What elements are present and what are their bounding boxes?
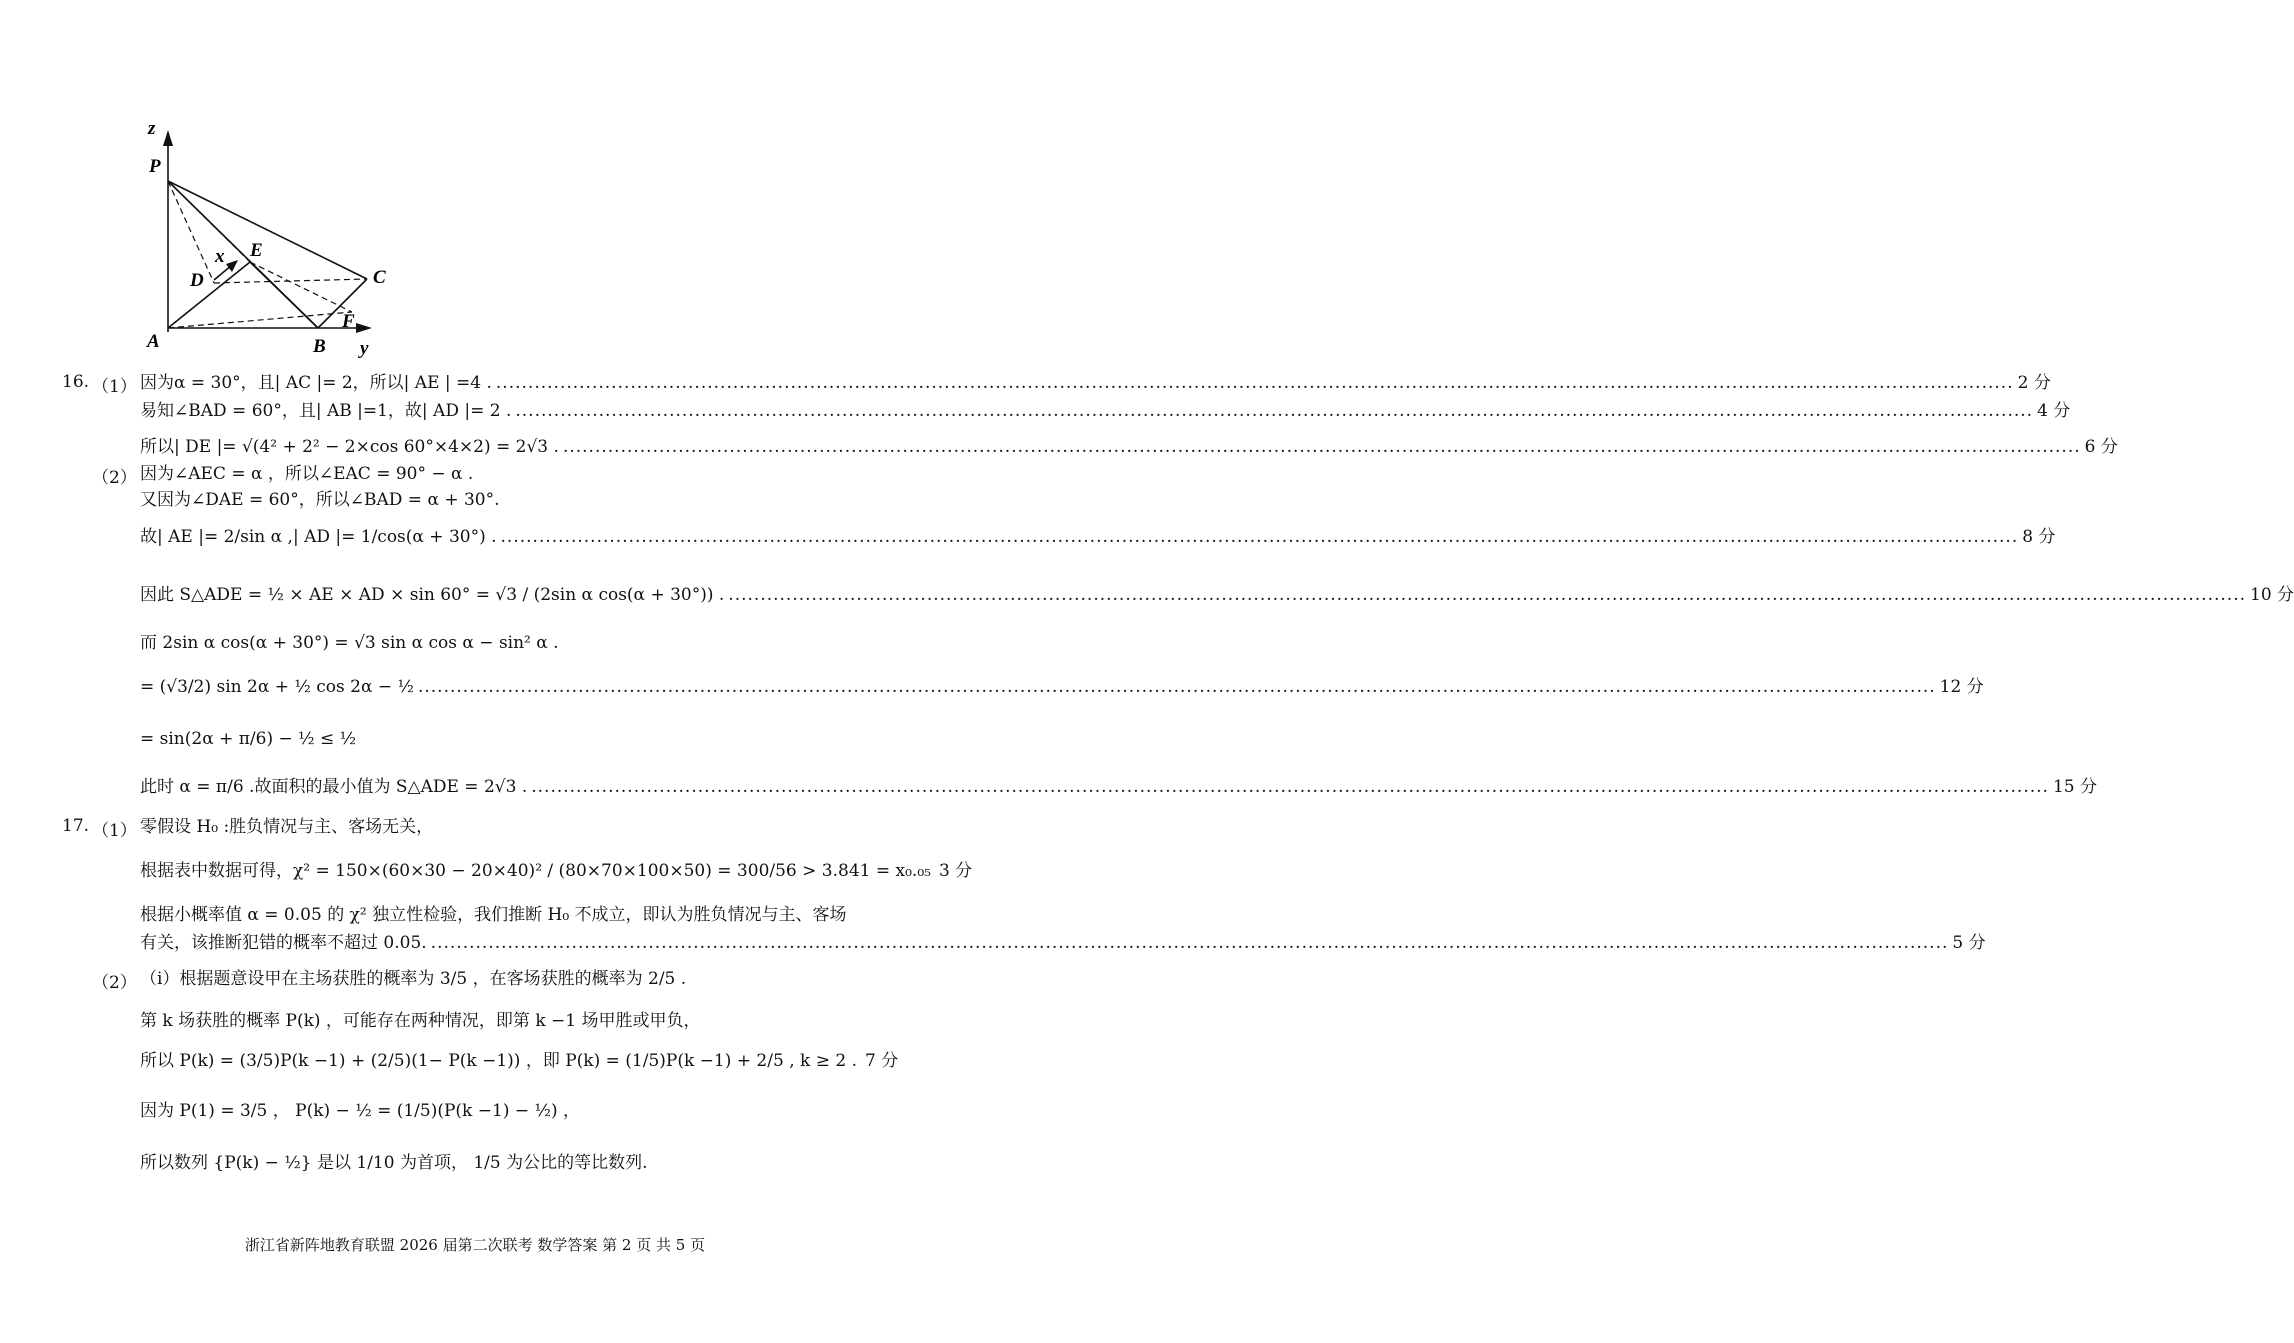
q17-part2-label: （2）	[92, 973, 137, 993]
points: 2 分	[2017, 373, 2051, 393]
points: 5 分	[1952, 933, 1986, 953]
q16-p2-line8: 此时 α = π/6 .故面积的最小值为 S△ADE = 2√3 . ..... 15 分	[140, 776, 888, 798]
q16-p2-line7: = sin(2α + π/6) − ½ ≤ ½	[140, 729, 357, 749]
q17-p1-line3: 根据小概率值 α = 0.05 的 χ² 独立性检验，我们推断 H₀ 不成立，即认为胜负情况与主、客场	[140, 905, 847, 925]
page-footer: 浙江省新阵地教育联盟 2026 届第二次联考 数学答案 第 2 页 共 5 页	[244, 1236, 706, 1254]
label-A: A	[147, 331, 160, 352]
label-P: P	[149, 156, 161, 177]
q16-p1-line2: 易知∠BAD = 60°，且| AB |=1，故| AD |= 2 . ..... 4 分	[140, 400, 888, 422]
q17-p1-line1: 零假设 H₀ :胜负情况与主、客场无关，	[140, 817, 434, 837]
q16-p2-line3: 故| AE |= 2/sin α ,| AD |= 1/cos(α + 30°) . ..... 8 分	[140, 526, 888, 548]
label-E: E	[250, 240, 263, 261]
label-F: F	[342, 311, 355, 332]
q16-p2-line6: = (√3/2) sin 2α + ½ cos 2α − ½ ..... 12 分	[140, 676, 888, 698]
points: 7 分	[864, 1051, 899, 1071]
q16-part1-label: （1）	[92, 377, 137, 397]
q16-p2-line1: 因为∠AEC = α ，所以∠EAC = 90° − α .	[140, 464, 474, 484]
q17-part1-label: （1）	[92, 821, 137, 841]
q17-p1-line2: 根据表中数据可得，χ² = 150×(60×30 − 20×40)² / (80×70×100×50) = 300/56 > 3.841 = x₀.₀₅ 3 分	[140, 861, 973, 881]
label-B: B	[313, 336, 326, 357]
q17-p2-line3: 所以 P(k) = (3/5)P(k −1) + (2/5)(1− P(k −1)) ，即 P(k) = (1/5)P(k −1) + 2/5 , k ≥ 2 . 7 分	[140, 1051, 899, 1071]
q17-number: 17.	[62, 816, 90, 836]
points: 8 分	[2022, 527, 2056, 547]
q16-number: 16.	[62, 372, 90, 392]
q16-p2-line4: 因此 S△ADE = ½ × AE × AD × sin 60° = √3 / (2sin α cos(α + 30°)) . ..... 10 分	[140, 584, 888, 606]
points: 15 分	[2052, 777, 2097, 797]
q17-p2-line2: 第 k 场获胜的概率 P(k) ，可能存在两种情况，即第 k −1 场甲胜或甲负，	[140, 1011, 701, 1031]
label-x: x	[215, 246, 225, 267]
label-C: C	[373, 267, 386, 288]
q16-p2-line2: 又因为∠DAE = 60°，所以∠BAD = α + 30°.	[140, 490, 500, 510]
q17-p2-line4: 因为 P(1) = 3/5 ， P(k) − ½ = (1/5)(P(k −1) − ½) ，	[140, 1101, 581, 1121]
points: 6 分	[2084, 437, 2118, 457]
points: 12 分	[1939, 677, 1984, 697]
q16-part2-label: （2）	[92, 468, 137, 488]
pyramid-figure	[0, 0, 950, 370]
label-D: D	[190, 270, 204, 291]
q17-p2-line5: 所以数列 {P(k) − ½} 是以 1/10 为首项， 1/5 为公比的等比数列.	[140, 1153, 648, 1173]
label-y: y	[360, 338, 369, 359]
label-z: z	[148, 118, 156, 139]
points: 10 分	[2250, 585, 2294, 605]
q16-p2-line5: 而 2sin α cos(α + 30°) = √3 sin α cos α − sin² α .	[140, 633, 559, 653]
q17-p2-line1: （i）根据题意设甲在主场获胜的概率为 3/5 ，在客场获胜的概率为 2/5 .	[140, 969, 687, 989]
q16-p1-line3: 所以| DE |= √(4² + 2² − 2×cos 60°×4×2) = 2√3 . ..... 6 分	[140, 436, 888, 458]
q16-p1-line1: 因为α = 30°，且| AC |= 2，所以| AE | =4 . ..... 2 分	[140, 372, 888, 394]
points: 4 分	[2037, 401, 2071, 421]
points: 3 分	[938, 861, 973, 881]
q17-p1-line4: 有关，该推断犯错的概率不超过 0.05. ..... 5 分	[140, 932, 888, 954]
